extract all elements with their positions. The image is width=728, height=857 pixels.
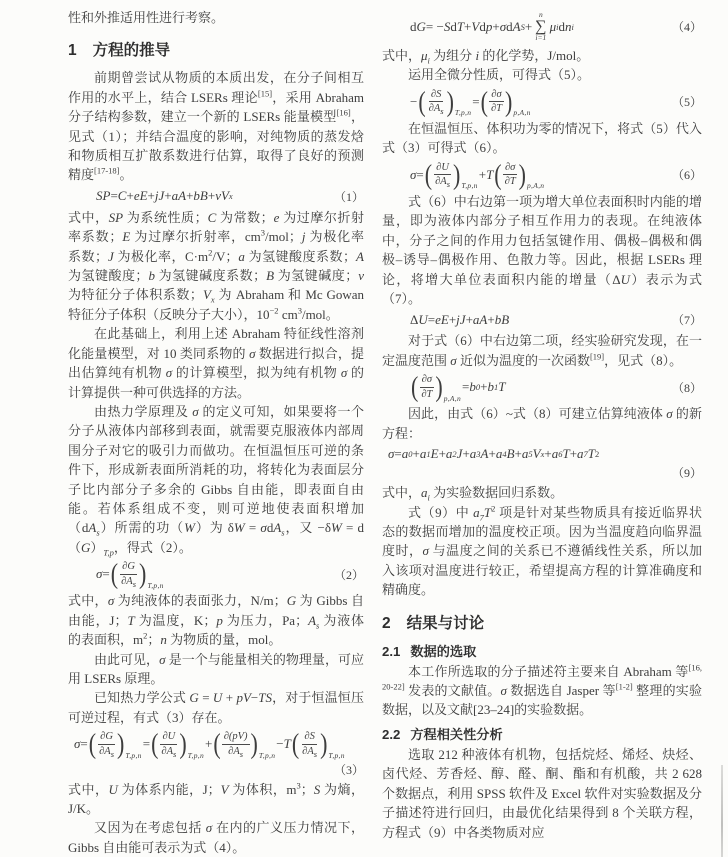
close-paren-icon: ) bbox=[117, 727, 125, 761]
math-var: ∂G bbox=[100, 731, 113, 743]
math-var: W bbox=[184, 520, 195, 536]
close-paren-icon: ) bbox=[505, 84, 513, 118]
paragraph: 式中，$\mu_i$ 为组分 i 的化学势，J/mol。 bbox=[382, 47, 590, 66]
subscript: s bbox=[316, 620, 320, 631]
math-var: e bbox=[273, 209, 280, 225]
math-var: σ bbox=[249, 345, 256, 361]
math-var: ∂σ bbox=[504, 161, 516, 173]
math-var: B bbox=[506, 446, 515, 462]
equation bbox=[68, 188, 364, 205]
math-var: a bbox=[473, 504, 480, 520]
paragraph: 在此基础上，利用上述 Abraham 特征线性溶剂化能量模型，对 10 类同系物的 σ 数据进行拟合，提出估算纯有机物 σ 的计算模型，拟为纯有机物 σ 的计算提供一种可供选择的方法。 bbox=[68, 326, 364, 400]
math-var: bB bbox=[193, 188, 208, 204]
constraint-subscript: T,p,n bbox=[147, 580, 164, 590]
paragraph: 式中，$a_i$ 为实验数据回归系数。 bbox=[382, 485, 564, 503]
equation-number: （8） bbox=[671, 380, 702, 395]
fraction-numerator bbox=[420, 373, 434, 388]
equation-body: Δ U = eE + jJ + aA + bB bbox=[410, 311, 510, 327]
subscript: s bbox=[132, 578, 137, 589]
math-var: σ bbox=[159, 651, 166, 667]
math-var: σ bbox=[410, 166, 417, 182]
math-var: aA bbox=[171, 188, 187, 204]
math-var: G bbox=[189, 690, 199, 706]
math-var: a bbox=[521, 446, 529, 462]
math-var: a bbox=[469, 446, 477, 462]
open-paren-icon: ( bbox=[418, 84, 426, 118]
math-var: C bbox=[207, 209, 217, 225]
math-var: j bbox=[301, 229, 306, 245]
section-title: 方程相关性分析 bbox=[410, 726, 503, 742]
paragraph: 本工作所选取的分子描述符主要来自 Abraham 等[16, 20-22] 发表的文献值。σ 数据选自 Jasper 等[1-2] 整理的实验数据，以及文献[23–24]的实验数据。 bbox=[382, 662, 702, 718]
fraction-denominator bbox=[159, 745, 178, 759]
equation-body: ( $\frac{\partial\sigma}{\partial T}$ ) p,A,n = b 0 + b 1 T bbox=[411, 370, 506, 403]
superscript: [15] bbox=[257, 88, 273, 99]
math-var: E bbox=[430, 446, 439, 462]
math-var: ∂A bbox=[435, 176, 447, 188]
close-paren-icon: ) bbox=[320, 727, 328, 761]
math-var: V bbox=[220, 781, 229, 797]
equation bbox=[68, 727, 364, 761]
math-var: G bbox=[286, 593, 297, 609]
math-var: σ bbox=[165, 365, 173, 381]
math-var: v bbox=[358, 268, 364, 284]
partial-derivative-term bbox=[418, 84, 472, 118]
right-column bbox=[382, 8, 702, 857]
math-var: W bbox=[233, 520, 245, 536]
paragraph: 式中，SP 为系统性质；C 为常数；e 为过摩尔折射率系数；E 为过摩尔折射率，$cm^3$/mol；j 为极化率系数；J 为极化率，$C\cdot m^2/V$；a 为氢键酸度系数；A 为氢键酸度；b 为氢键碱度系数；B 为氢键碱度；v 为特征分子体积系数；$V_x$ 为 Abraham 和 Mc Gowan 特征分子体积（反映分子大小），$10^{-2}$ $cm^3$/mol。 bbox=[68, 209, 364, 322]
section-number: 2.2 bbox=[382, 726, 401, 742]
math-var: ∂A bbox=[161, 745, 173, 757]
fraction-denominator bbox=[419, 388, 434, 402]
equation-number: （7） bbox=[671, 313, 702, 328]
paragraph: 式（6）中右边第一项为增大单位表面积时内能的增量，即为液体内部分子相互作用力的表现。在纯液体中，分子之间的作用力包括氢键作用、偶极–偶极和偶极–诱导–偶极作用、色散力等。因此，根据 LSERs 理论，将增大单位表面积内能的增量（ΔU）表示为式（7）。 bbox=[382, 193, 702, 306]
sum-upper-limit: n bbox=[538, 10, 543, 19]
superscript: [19] bbox=[589, 351, 605, 362]
section-title: 方程的推导 bbox=[92, 42, 171, 60]
summation-term bbox=[535, 11, 546, 43]
equation-body: σ = ( $\frac{\partial U}{\partial A_s}$ ) T,p,n + T ( $\frac{\partial\sigma}{\partial T}$ ) p,A,n bbox=[410, 157, 545, 191]
equation-number: （6） bbox=[671, 168, 702, 183]
constraint-subscript: p,A,n bbox=[526, 181, 545, 191]
subscript: s bbox=[313, 749, 318, 760]
partial-derivative-term bbox=[291, 727, 345, 761]
fraction bbox=[97, 730, 116, 758]
fraction-numerator bbox=[489, 88, 503, 103]
math-var: σ bbox=[499, 18, 507, 34]
constraint-subscript: T,p,n bbox=[125, 750, 142, 760]
open-paren-icon: ( bbox=[213, 727, 221, 761]
math-var: σ bbox=[388, 446, 395, 462]
math-var: σ bbox=[107, 593, 115, 609]
math-var: W bbox=[330, 520, 342, 536]
fraction-denominator bbox=[427, 102, 446, 116]
math-var: G bbox=[81, 539, 91, 555]
open-paren-icon: ( bbox=[151, 727, 159, 761]
math-var: T bbox=[486, 166, 494, 182]
math-var: A bbox=[512, 18, 521, 34]
equation-number: （1） bbox=[333, 189, 364, 204]
paragraph: 选取 212 种液体有机物，包括烷烃、烯烃、炔烃、卤代烃、芳香烃、醇、醛、酮、酯和有机酸，共 2 628 个数据点，利用 SPSS 软件及 Excel 软件对实验数据及分子描述符进行回归，由最优化结果得到 8 个关联方程，方程式（9）中各类物质对应 bbox=[382, 746, 702, 840]
math-var: b bbox=[148, 268, 155, 284]
math-var: p bbox=[485, 18, 493, 34]
math-var: T bbox=[456, 18, 465, 34]
math-var: A bbox=[356, 248, 364, 264]
paragraph: 性和外推适用性进行考察。 bbox=[68, 10, 225, 25]
fraction-numerator bbox=[429, 88, 443, 103]
math-var: ∂T bbox=[421, 388, 433, 400]
fraction-numerator bbox=[98, 730, 115, 745]
superscript: [16] bbox=[336, 107, 351, 118]
math-var: T bbox=[562, 446, 570, 462]
subscript: s bbox=[281, 527, 285, 538]
math-var: ∂G bbox=[122, 561, 135, 573]
math-var: σ bbox=[205, 820, 213, 836]
subscript: s bbox=[96, 527, 100, 538]
subscript: s bbox=[446, 179, 451, 190]
fraction bbox=[300, 730, 319, 758]
subscript: s bbox=[440, 106, 444, 117]
subscript: x bbox=[210, 295, 215, 306]
subscript: s bbox=[239, 749, 244, 760]
equation bbox=[382, 370, 702, 403]
math-var: a bbox=[238, 248, 245, 264]
math-var: σ bbox=[500, 683, 507, 699]
paragraph: 因此，由式（6）~式（8）可建立估算纯液体 σ 的新方程： bbox=[382, 406, 702, 441]
math-var: T bbox=[587, 446, 596, 462]
math-var: G bbox=[416, 18, 426, 34]
equation-number: （2） bbox=[333, 567, 364, 582]
math-var: V bbox=[471, 18, 480, 34]
constraint-subscript: T,p,n bbox=[454, 108, 472, 118]
math-var: eE bbox=[435, 311, 449, 327]
math-var: T bbox=[283, 736, 291, 752]
fraction-numerator bbox=[120, 560, 137, 575]
equation-body: − ( $\frac{\partial S}{\partial A_s}$ ) T,p,n = ( $\frac{\partial\sigma}{\partial T}$ ) p,A,n bbox=[410, 84, 531, 118]
equation-body: σ = a 0 + a 1 E + a 2 J + a 3 A + a 4 B + a 5 V x + a 6 T + a 7 T 2 bbox=[388, 446, 600, 462]
close-paren-icon: ) bbox=[518, 157, 526, 191]
math-var: T bbox=[483, 504, 492, 520]
math-var: σ bbox=[96, 566, 103, 582]
subscript: T,p bbox=[103, 547, 114, 558]
partial-derivative-term bbox=[494, 157, 545, 191]
math-var: U bbox=[212, 690, 223, 706]
math-var: ∂A bbox=[302, 745, 314, 757]
close-paren-icon: ) bbox=[453, 157, 461, 191]
math-var: σ bbox=[74, 736, 81, 752]
paragraph: 前期曾尝试从物质的本质出发，在分子间相互作用的水平上，结合 LSERs 理论[15]，采用 Abraham 分子结构参数，建立一个新的 LSERs 能量模型[16]，见式（1）；并结合温度的影响，对纯物质的蒸发焓和物质相互扩散系数进行估算，取得了良好的预测精度[17-18]。 bbox=[68, 70, 365, 183]
partial-derivative-term bbox=[110, 557, 164, 590]
paragraph: 由热力学原理及 σ 的定义可知，如果要将一个分子从液体内部移到表面，就需要克服液体内部周围分子对它的吸引力而做功。在恒温恒压可逆的条件下，形成新表面所消耗的功，将转化为表面层分子比内部分子多余的 Gibbs 自由能，即表面自由能。若体系组成不变，则可逆地使表面积增加$(dA_s)$所需的功（W）为 δW = σdA$_s$，又 $-\delta W = d(G)_{T,p}$，得式（2）。 bbox=[68, 403, 364, 558]
constraint-subscript: T,p,n bbox=[328, 750, 345, 760]
fraction-denominator bbox=[97, 745, 116, 759]
math-var: ∂S bbox=[304, 731, 315, 743]
math-var: μ bbox=[549, 18, 557, 34]
math-var: a bbox=[577, 446, 584, 462]
fraction-denominator bbox=[119, 575, 138, 589]
fraction-numerator bbox=[434, 161, 451, 176]
fraction-denominator bbox=[503, 175, 518, 189]
fraction bbox=[222, 730, 250, 758]
section-number: 2 bbox=[382, 614, 391, 632]
superscript: [17-18] bbox=[94, 166, 120, 177]
paragraph: 由此可见，σ 是一个与能量相关的物理量，可应用 LSERs 原理。 bbox=[68, 651, 364, 687]
equation bbox=[382, 11, 702, 43]
paragraph: 已知热力学公式 G = U + pV−TS，对于恒温恒压可逆过程，有式（3）存在。 bbox=[68, 690, 364, 725]
section-heading bbox=[382, 611, 702, 633]
open-paren-icon: ( bbox=[411, 370, 419, 403]
math-var: ∂σ bbox=[421, 374, 433, 386]
math-var: J bbox=[107, 248, 114, 264]
subscript: i bbox=[427, 492, 430, 503]
math-var: vV bbox=[215, 188, 229, 204]
math-var: U bbox=[620, 271, 631, 287]
math-var: bB bbox=[494, 311, 510, 327]
equation-number: （9） bbox=[671, 466, 702, 481]
math-var: J bbox=[456, 446, 463, 462]
superscript: −2 bbox=[269, 305, 279, 316]
math-var: S bbox=[313, 781, 321, 797]
math-var: SP bbox=[96, 188, 111, 204]
math-var: σ bbox=[422, 543, 429, 559]
close-paren-icon: ) bbox=[446, 84, 454, 118]
subsection-heading bbox=[382, 724, 702, 743]
equation-body: d G = − S d T + V d p + σ d A S + n ∑ i=1 μ i d n i bbox=[410, 10, 574, 43]
math-var: a bbox=[421, 485, 428, 501]
equation bbox=[382, 157, 702, 191]
constraint-subscript: T,p,n bbox=[461, 181, 478, 191]
superscript: [1-2] bbox=[615, 681, 633, 692]
math-var: SP bbox=[108, 209, 124, 225]
subscript: 7 bbox=[479, 512, 484, 523]
math-var: p bbox=[216, 612, 223, 628]
constraint-subscript: p,A,n bbox=[513, 108, 531, 118]
fraction-numerator bbox=[222, 730, 250, 745]
section-number: 1 bbox=[68, 42, 77, 60]
open-paren-icon: ( bbox=[291, 727, 300, 761]
math-var: b bbox=[487, 379, 494, 395]
fraction-denominator bbox=[489, 102, 504, 116]
equation-number: （3） bbox=[333, 762, 364, 777]
constraint-subscript: T,p,n bbox=[187, 750, 205, 760]
math-var: σ bbox=[260, 520, 267, 536]
math-var: a bbox=[401, 446, 409, 462]
fraction-numerator bbox=[302, 730, 316, 745]
close-paren-icon: ) bbox=[435, 370, 443, 403]
math-var: aA bbox=[472, 311, 488, 327]
superscript: 3 bbox=[297, 305, 302, 316]
partial-derivative-term bbox=[151, 727, 205, 761]
math-var: T bbox=[127, 612, 135, 628]
subscript: s bbox=[173, 749, 177, 760]
subsection-heading bbox=[382, 641, 702, 660]
math-var: ∂S bbox=[430, 88, 442, 100]
math-var: A bbox=[480, 446, 489, 462]
partial-derivative-term bbox=[213, 727, 276, 761]
math-var: n bbox=[564, 18, 572, 34]
equation bbox=[382, 84, 702, 118]
open-paren-icon: ( bbox=[88, 727, 97, 761]
math-var: a bbox=[495, 446, 503, 462]
math-var: ∂σ bbox=[491, 88, 502, 100]
math-var: a bbox=[445, 446, 453, 462]
math-var: jJ bbox=[154, 188, 165, 204]
math-var: C bbox=[117, 188, 127, 204]
open-paren-icon: ( bbox=[480, 84, 488, 118]
fraction-denominator bbox=[433, 175, 452, 189]
fraction bbox=[433, 161, 452, 189]
partial-derivative-term bbox=[480, 84, 531, 118]
subscript: s bbox=[110, 749, 115, 760]
paragraph: 式（9）中 $a_7T^2$ 项是针对某些物质具有接近临界状态的数据而增加的温度校正项。因为当温度趋向临界温度时，σ 与温度之间的关系已不遵循线性关系，所以加入该项对温度进行较正，希望提高方程的计算准确度和精确度。 bbox=[382, 503, 702, 598]
open-paren-icon: ( bbox=[110, 557, 119, 590]
math-var: σ bbox=[340, 365, 348, 381]
math-var: A bbox=[273, 520, 282, 536]
fraction bbox=[119, 560, 138, 588]
equation-body: σ = ( $\frac{\partial G}{\partial A_s}$ ) T,p,n bbox=[96, 557, 164, 590]
fraction-numerator bbox=[503, 161, 517, 176]
equation-body: σ = ( $\frac{\partial G}{\partial A_s}$ ) T,p,n = ( $\frac{\partial U}{\partial A_s}$ ) T,p,n + ( $\frac{\partial(pV)}{\partial A_s}$ ) T,p,n − T ( $\frac{\partial S}{\partial A_s}$ ) T,p,n bbox=[74, 727, 345, 761]
paragraph: 在恒温恒压、体积功为零的情况下，将式（5）代入式（3）可得式（6）。 bbox=[382, 120, 702, 156]
fraction-denominator bbox=[226, 745, 245, 759]
math-var: S bbox=[443, 18, 451, 34]
math-var: E bbox=[122, 229, 131, 245]
math-var: pV bbox=[236, 690, 251, 706]
math-var: ∂(pV) bbox=[223, 731, 248, 743]
math-var: T bbox=[498, 379, 506, 395]
superscript: 2 bbox=[491, 503, 496, 514]
math-var: a bbox=[551, 446, 559, 462]
sigma-sum-icon: ∑ bbox=[535, 18, 547, 36]
equation-number: （4） bbox=[671, 20, 702, 35]
math-var: b bbox=[469, 379, 476, 395]
math-var: σ bbox=[450, 352, 457, 368]
close-paren-icon: ) bbox=[139, 557, 147, 590]
superscript: 2 bbox=[208, 247, 213, 258]
superscript: 2 bbox=[143, 630, 148, 641]
constraint-subscript: T,p,n bbox=[258, 750, 276, 760]
close-paren-icon: ) bbox=[250, 727, 258, 761]
math-var: i bbox=[475, 47, 480, 63]
partial-derivative-term bbox=[424, 157, 478, 191]
paragraph: 对于式（6）中右边第二项，经实验研究发现，在一定温度范围 σ 近似为温度的一次函数[19]，见式（8）。 bbox=[382, 333, 702, 368]
math-var: A bbox=[88, 520, 97, 536]
math-var: n bbox=[160, 632, 167, 648]
math-var: ∂T bbox=[490, 103, 502, 115]
fraction-numerator bbox=[160, 730, 177, 745]
fraction bbox=[489, 88, 504, 116]
math-var: ∂T bbox=[504, 176, 516, 188]
subscript: i bbox=[427, 55, 430, 66]
scan-artifact-line bbox=[721, 765, 723, 857]
open-paren-icon: ( bbox=[494, 157, 502, 191]
math-var: ∂A bbox=[428, 103, 441, 115]
equation-number: （5） bbox=[671, 95, 702, 110]
paragraph: 式中，U 为体系内能，J；V 为体积，$m^3$；S 为熵，J/K。 bbox=[68, 780, 364, 816]
math-var: ∂A bbox=[228, 745, 240, 757]
equation bbox=[382, 446, 702, 462]
section-number: 2.1 bbox=[382, 643, 401, 659]
fraction bbox=[503, 161, 518, 189]
paragraph: 运用全微分性质，可得式（5）。 bbox=[408, 67, 591, 83]
left-column bbox=[68, 8, 364, 857]
fraction bbox=[427, 88, 446, 116]
section-title: 数据的选取 bbox=[410, 643, 477, 659]
constraint-subscript: p,A,n bbox=[443, 393, 462, 403]
open-paren-icon: ( bbox=[424, 157, 433, 191]
paragraph: 式中，σ 为纯液体的表面张力，N/m；G 为 Gibbs 自由能，J；T 为温度，K；p 为压力，Pa；$A_s$ 为液体的表面积，$m^2$；n 为物质的量，mol。 bbox=[68, 593, 364, 648]
fraction-denominator bbox=[300, 745, 319, 759]
math-var: V bbox=[532, 446, 541, 462]
math-var: σ bbox=[666, 406, 673, 422]
math-var: μ bbox=[421, 47, 428, 63]
fraction bbox=[419, 373, 434, 401]
paragraph: 又因为在考虑包括 σ 在内的广义压力情况下，Gibbs 自由能可表示为式（4）。 bbox=[68, 820, 364, 855]
equation-body: SP = C + eE + jJ + aA + bB + vV x bbox=[96, 188, 233, 204]
superscript: 3 bbox=[296, 780, 301, 791]
section-title: 结果与讨论 bbox=[406, 614, 485, 632]
superscript: [16, 20-22] bbox=[382, 662, 702, 692]
math-var: A bbox=[308, 612, 317, 628]
math-var: TS bbox=[258, 690, 272, 706]
math-var: a bbox=[419, 446, 427, 462]
math-var: U bbox=[418, 311, 428, 327]
math-var: jJ bbox=[456, 311, 466, 327]
superscript: 3 bbox=[260, 227, 266, 238]
partial-derivative-term bbox=[88, 727, 142, 761]
math-var: V bbox=[202, 287, 211, 303]
equation bbox=[382, 311, 702, 328]
math-var: ∂A bbox=[121, 575, 133, 587]
math-var: eE bbox=[133, 188, 148, 204]
fraction bbox=[159, 730, 178, 758]
section-heading bbox=[68, 38, 364, 60]
equation bbox=[68, 557, 364, 590]
math-var: U bbox=[108, 781, 118, 797]
math-var: ∂U bbox=[162, 731, 176, 743]
math-var: ∂A bbox=[99, 745, 111, 757]
math-var: B bbox=[266, 268, 275, 284]
sum-lower-limit: i=1 bbox=[535, 33, 547, 43]
close-paren-icon: ) bbox=[179, 727, 187, 761]
math-var: ∂U bbox=[436, 161, 449, 173]
math-var: σ bbox=[192, 403, 199, 419]
